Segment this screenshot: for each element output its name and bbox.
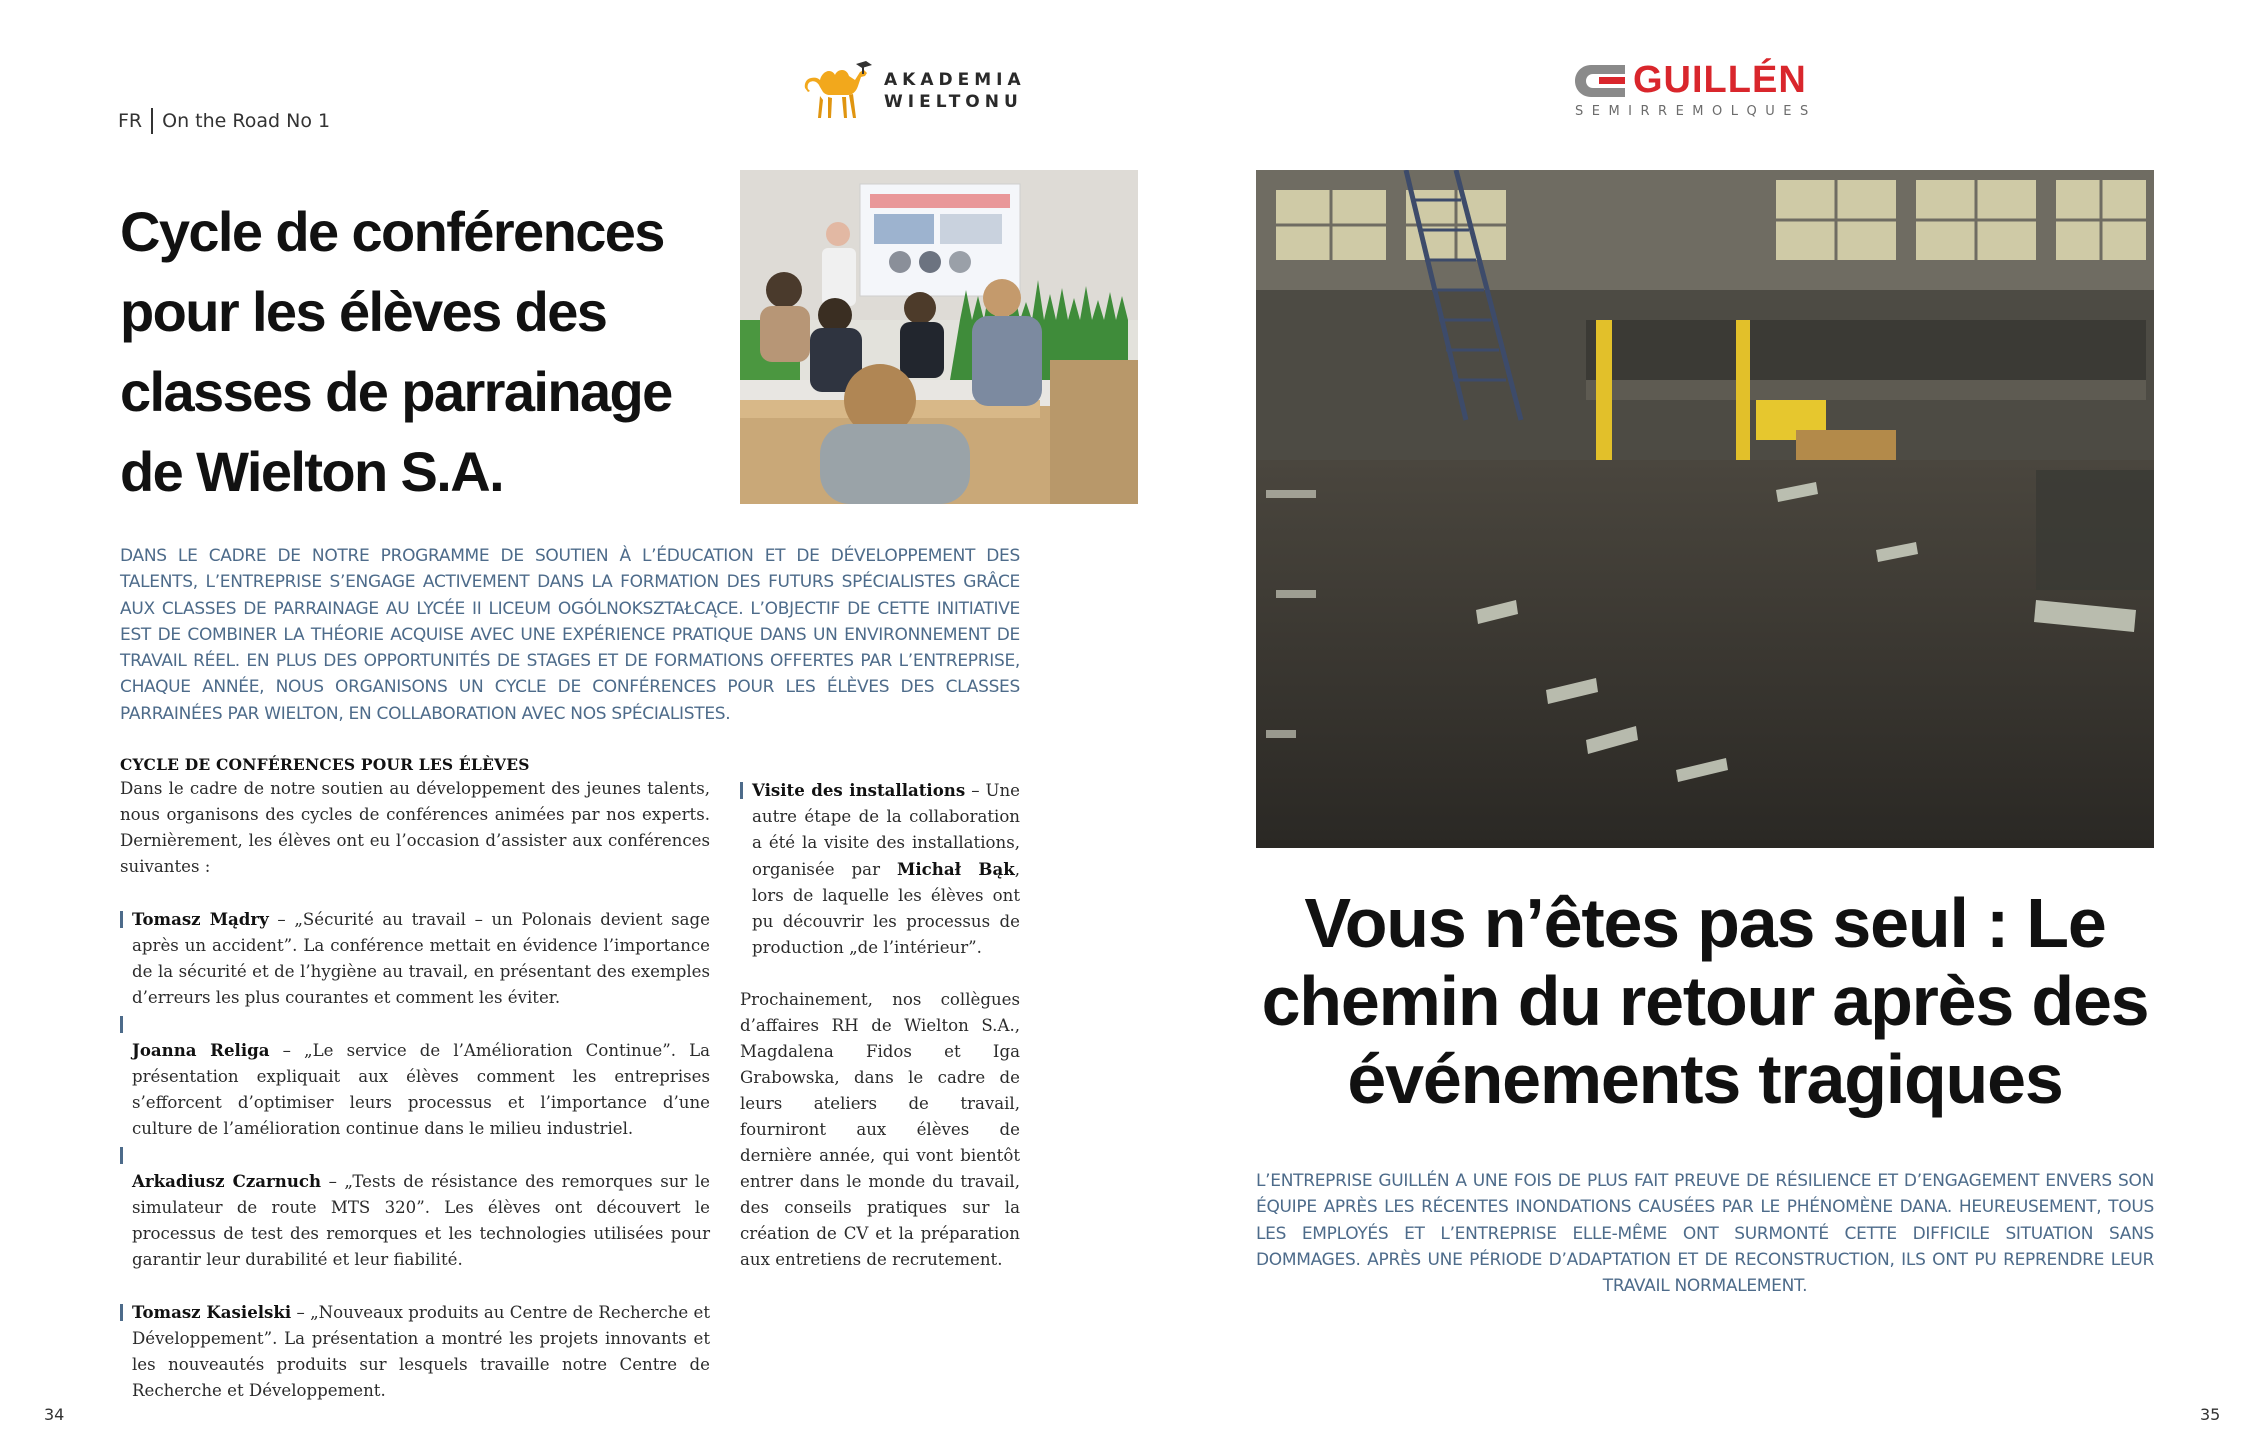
conference-item — [120, 1168, 710, 1273]
factory-illustration — [1256, 170, 2154, 848]
item-bar — [120, 1147, 123, 1164]
page-number-right: 35 — [2200, 1405, 2221, 1424]
left-intro-paragraph: DANS LE CADRE DE NOTRE PROGRAMME DE SOUTIEN À L’ÉDUCATION ET DE DÉVELOPPEMENT DES TALENTS, L’ENTREPRISE S’ENGAGE ACTIVEMENT DANS LA FORMATION DES FUTURS SPÉCIALISTES GRÂCE AUX CLASSES DE PARRAINAGE AU LYCÉE II LICEUM OGÓLNOKSZTAŁCĄCE. L’OBJECTIF DE CETTE INITIATIVE EST DE COMBINER LA THÉORIE ACQUISE AVEC UNE EXPÉRIENCE PRATIQUE DANS UN ENVIRONNEMENT DE TRAVAIL RÉEL. EN PLUS DES OPPORTUNITÉS DE STAGES ET DE FORMATIONS OFFERTES PAR L’ENTREPRISE, CHAQUE ANNÉE, NOUS ORGANISONS UN CYCLE DE CONFÉRENCES POUR LES ÉLÈVES DES CLASSES PARRAINÉES PAR WIELTON, EN COLLABORATION AVEC NOS SPÉCIALISTES. — [120, 546, 1020, 724]
page-number-left: 34 — [44, 1405, 65, 1424]
akademia-wieltonu-logo — [800, 60, 1026, 122]
speaker-name: Joanna Religa — [132, 1040, 270, 1060]
guillen-logo — [1573, 60, 1833, 119]
flooded-factory-photo — [1256, 170, 2154, 848]
section-intro: Dans le cadre de notre soutien au développement des jeunes talents, nous organisons des cycles de conférences animées par nos experts. Dernièrement, les élèves ont eu l’occasion d’assister aux conférences suivantes : — [120, 779, 710, 876]
right-article-title: Vous n’êtes pas seul : Le chemin du retour après des événements tragiques — [1261, 884, 2149, 1118]
guillen-subtitle: SEMIRREMOLQUES — [1575, 104, 1817, 119]
speaker-name: Tomasz Kasielski — [132, 1302, 292, 1322]
camel-icon — [800, 60, 874, 122]
conference-item — [120, 1299, 710, 1404]
visit-item — [740, 777, 1020, 961]
item-bar — [120, 1304, 123, 1321]
conference-description: – „Nouveaux produits au Centre de Recherche et Développement”. La présentation a montré les projets innovants et les nouveautés produits sur lesquels travaille notre Centre de Recherche et Développement. — [132, 1303, 711, 1400]
conference-description: – „Tests de résistance des remorques sur le simulateur de route MTS 320”. Les élèves ont découvert le processus de test des remorques et les technologies utilisées pour garantir leur durabilité et leur fiabilité. — [132, 1172, 711, 1269]
middle-article-column — [740, 777, 1020, 1273]
classroom-illustration — [740, 170, 1138, 504]
conference-item — [120, 906, 710, 1011]
conference-description: – „Le service de l’Amélioration Continue”. La présentation expliquait aux élèves comment les entreprises s’efforcent d’optimiser leurs processus et l’importance d’une culture de l’amélioration continue dans le milieu industriel. — [132, 1041, 711, 1138]
issue-name: On the Road No 1 — [162, 110, 331, 132]
issue-header — [118, 108, 330, 134]
conference-item — [120, 1037, 710, 1142]
language-code: FR — [118, 110, 143, 132]
guillen-mark-icon — [1573, 62, 1627, 98]
upcoming-paragraph: Prochainement, nos collègues d’affaires RH de Wielton S.A., Magdalena Fidos et Iga Grabowska, dans le cadre de leurs ateliers de travail, fourniront aux élèves de dernière année, qui vont bientôt entrer dans le monde du travail, des conseils pratiques sur la création de CV et la préparation aux entretiens de recrutement. — [740, 990, 1020, 1269]
item-bar — [740, 782, 743, 799]
left-article-title: Cycle de conférences pour les élèves des classes de parrainage de Wielton S.A. — [120, 200, 672, 503]
guillen-brand: GUILLÉN — [1633, 59, 1807, 101]
speaker-name: Arkadiusz Czarnuch — [132, 1171, 322, 1191]
section-heading: CYCLE DE CONFÉRENCES POUR LES ÉLÈVES — [120, 755, 530, 774]
visit-label: Visite des installations — [752, 780, 966, 800]
akademia-line-1: AKADEMIA — [884, 70, 1026, 90]
visit-text-part-2: , lors de laquelle les élèves ont pu découvrir les processus de production „de l’intérieur”. — [752, 860, 1020, 957]
header-divider — [151, 108, 153, 134]
conference-description: – „Sécurité au travail – un Polonais devient sage après un accident”. La conférence mettait en évidence l’importance de la sécurité et de l’hygiène au travail, en présentant des exemples d’erreurs les plus courantes et comment les éviter. — [132, 910, 710, 1007]
item-bar — [120, 1016, 123, 1033]
speaker-name: Tomasz Mądry — [132, 909, 269, 929]
left-article-column — [120, 754, 710, 1404]
item-spacer — [120, 1011, 710, 1037]
item-spacer — [120, 1142, 710, 1168]
item-bar — [120, 911, 123, 928]
visit-organizer: Michał Bąk — [896, 859, 1015, 879]
visit-text-part-1: – Une autre étape de la collaboration a été la visite des installations, organisée par — [752, 781, 1020, 879]
classroom-photo — [740, 170, 1138, 504]
right-intro-paragraph: L’ENTREPRISE GUILLÉN A UNE FOIS DE PLUS FAIT PREUVE DE RÉSILIENCE ET D’ENGAGEMENT ENVERS SON ÉQUIPE APRÈS LES RÉCENTES INONDATIONS CAUSÉES PAR LE PHÉNOMÈNE DANA. HEUREUSEMENT, TOUS LES EMPLOYÉS ET L’ENTREPRISE ELLE-MÊME ONT SURMONTÉ CETTE DIFFICILE SITUATION SANS DOMMAGES. APRÈS UNE PÉRIODE D’ADAPTATION ET DE RECONSTRUCTION, ILS ONT PU REPRENDRE LEUR TRAVAIL NORMALEMENT. — [1256, 1171, 2154, 1297]
akademia-line-2: WIELTONU — [884, 92, 1023, 112]
